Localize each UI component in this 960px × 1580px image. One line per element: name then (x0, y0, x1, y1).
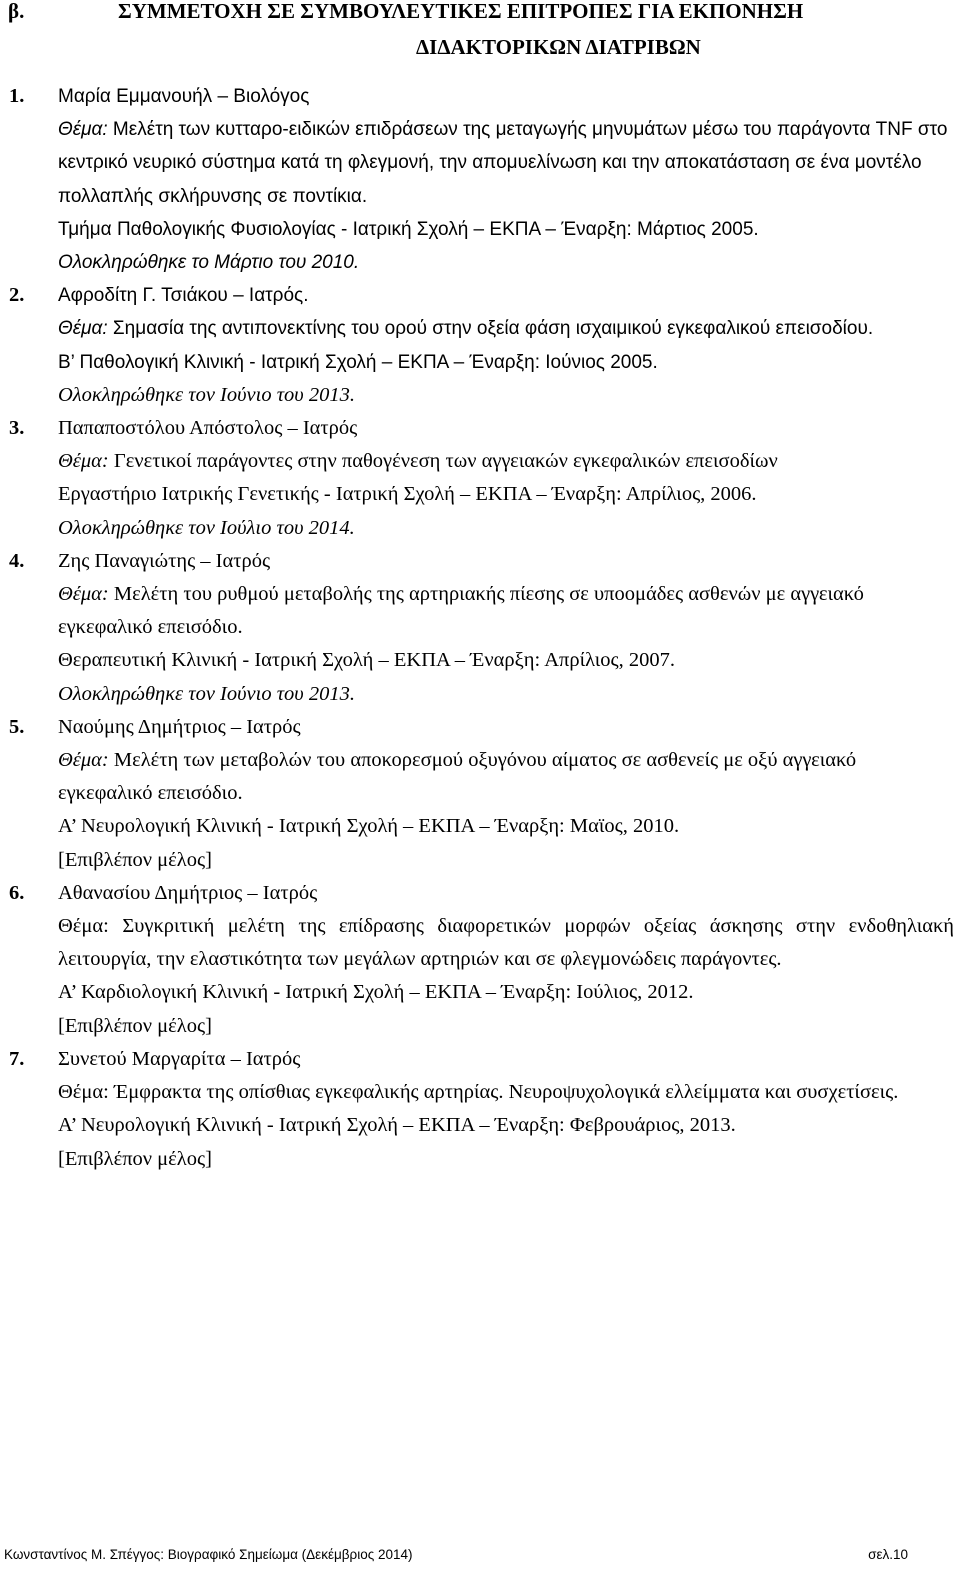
committee-entry (9, 545, 954, 711)
entry-status: Ολοκληρώθηκε τον Ιούνιο του 2013. (58, 383, 355, 406)
entry-name: Ζης Παναγιώτης – Ιατρός (58, 549, 271, 572)
entry-topic (58, 910, 954, 976)
topic-label: Θέμα: (58, 583, 109, 606)
entry-number: 1. (9, 85, 25, 107)
topic-label: Θέμα: (58, 915, 109, 938)
topic-label: Θέμα: (58, 749, 109, 772)
committee-entry (9, 877, 954, 1043)
entry-status: [Επιβλέπον μέλος] (58, 1014, 212, 1037)
committee-entry (9, 1043, 954, 1176)
entry-department: Α’ Νευρολογική Κλινική - Ιατρική Σχολή – ΕΚΠΑ – Έναρξη: Μαϊος, 2010. (58, 815, 680, 838)
entry-status: Ολοκληρώθηκε τον Ιούλιο του 2014. (58, 516, 355, 539)
entry-department: Β’ Παθολογική Κλινική - Ιατρική Σχολή – ΕΚΠΑ – Έναρξη: Ιούνιος 2005. (58, 351, 658, 373)
committee-entry (9, 279, 954, 412)
topic-text: Γενετικοί παράγοντες στην παθογένεση των αγγειακών εγκεφαλικών επεισοδίων (108, 450, 778, 473)
entry-number: 6. (9, 881, 25, 904)
page-number: σελ.10 (868, 1547, 908, 1562)
entry-status: [Επιβλέπον μέλος] (58, 1147, 212, 1170)
entry-topic (58, 744, 954, 810)
topic-label: Θέμα: (58, 119, 108, 141)
topic-text: Μελέτη των κυτταρο-ειδικών επιδράσεων της μεταγωγής μηνυμάτων μέσω του παράγοντα TNF στο κεντρικό νευρικό σύστημα κατά τη φλεγμονή, την απομυελίνωση και την αποκατάσταση σε ένα μοντέλο πολλαπλής σκλήρυνσης σε ποντίκια. (58, 119, 948, 207)
section-number: β. (8, 0, 25, 23)
entry-number: 2. (9, 284, 25, 307)
entry-number: 5. (9, 715, 25, 738)
entry-department: Α’ Καρδιολογική Κλινική - Ιατρική Σχολή – ΕΚΠΑ – Έναρξη: Ιούλιος, 2012. (58, 981, 694, 1004)
topic-label: Θέμα: (58, 1081, 109, 1104)
topic-text: Έμφρακτα της οπίσθιας εγκεφαλικής αρτηρίας. Νευροψυχολογικά ελλείμματα και συσχετίσεις. (108, 1081, 899, 1104)
entry-topic (58, 578, 954, 644)
topic-text: Σημασία της αντιπονεκτίνης του ορού στην οξεία φάση ισχαιμικού εγκεφαλικού επεισοδίου. (107, 318, 874, 340)
entry-number: 4. (9, 549, 25, 572)
entry-number: 7. (9, 1047, 25, 1070)
entry-name: Ναούμης Δημήτριος – Ιατρός (58, 715, 301, 738)
entry-name: Αφροδίτη Γ. Τσιάκου – Ιατρός. (58, 285, 309, 307)
entry-department: Θεραπευτική Κλινική - Ιατρική Σχολή – ΕΚΠΑ – Έναρξη: Απρίλιος, 2007. (58, 649, 676, 672)
entry-name: Αθανασίου Δημήτριος – Ιατρός (58, 881, 318, 904)
topic-text: Μελέτη του ρυθμού μεταβολής της αρτηριακής πίεσης σε υποομάδες ασθενών με αγγειακό εγκεφαλικό επεισόδιο. (58, 583, 864, 639)
entry-status: Ολοκληρώθηκε τον Ιούνιο του 2013. (58, 682, 355, 705)
topic-label: Θέμα: (58, 450, 109, 473)
entry-number: 3. (9, 417, 25, 440)
committee-entry (9, 412, 954, 545)
entry-name: Παπαποστόλου Απόστολος – Ιατρός (58, 417, 358, 440)
entry-name: Συνετού Μαργαρίτα – Ιατρός (58, 1047, 301, 1070)
entry-topic (58, 113, 954, 213)
committee-entry (9, 711, 954, 877)
entry-topic (58, 312, 954, 345)
topic-text: Μελέτη των μεταβολών του αποκορεσμού οξυγόνου αίματος σε ασθενείς με οξύ αγγειακό εγκεφαλικό επεισόδιο. (58, 749, 857, 805)
entry-department: Α’ Νευρολογική Κλινική - Ιατρική Σχολή – ΕΚΠΑ – Έναρξη: Φεβρουάριος, 2013. (58, 1114, 736, 1137)
entry-department: Τμήμα Παθολογικής Φυσιολογίας - Ιατρική Σχολή – ΕΚΠΑ – Έναρξη: Μάρτιος 2005. (58, 218, 759, 240)
entry-status: Ολοκληρώθηκε το Μάρτιο του 2010. (58, 252, 360, 274)
entry-name: Μαρία Εμμανουήλ – Βιολόγος (58, 86, 310, 107)
section-title-line-1: ΣΥΜΜΕΤΟΧΗ ΣΕ ΣΥΜΒΟΥΛΕΥΤΙΚΕΣ ΕΠΙΤΡΟΠΕΣ ΓΙΑ ΕΚΠΟΝΗΣΗ (118, 0, 804, 23)
committee-entry (9, 80, 954, 279)
entry-department: Εργαστήριο Ιατρικής Γενετικής - Ιατρική Σχολή – ΕΚΠΑ – Έναρξη: Απρίλιος, 2006. (58, 483, 757, 506)
committee-list (9, 80, 954, 1176)
entry-topic (58, 1076, 954, 1109)
entry-topic (58, 445, 954, 478)
section-title-line-2: ΔΙΔΑΚΤΟΡΙΚΩΝ ΔΙΑΤΡΙΒΩΝ (416, 35, 701, 59)
topic-text: Συγκριτική μελέτη της επίδρασης διαφορετικών μορφών οξείας άσκησης στην ενδοθηλιακή λειτουργία, την ελαστικότητα των μεγάλων αρτηριών και σε φλεγμονώδεις παράγοντες. (58, 915, 954, 971)
entry-status: [Επιβλέπον μέλος] (58, 848, 212, 871)
topic-label: Θέμα: (58, 318, 108, 340)
footer-author: Κωνσταντίνος Μ. Σπέγγος: Βιογραφικό Σημείωμα (Δεκέμβριος 2014) (4, 1547, 413, 1562)
